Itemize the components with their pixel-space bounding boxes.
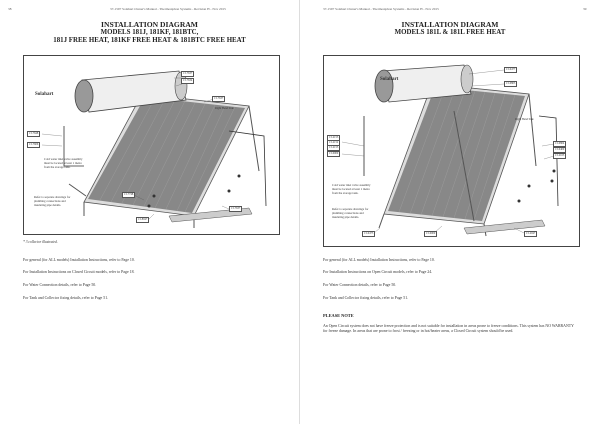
part-label: 13-0477: [506, 68, 516, 71]
please-note-heading: PLEASE NOTE: [323, 313, 354, 318]
page-number: 39: [583, 7, 587, 11]
running-header: 37-1597 Solahart Owner's Manual - Thermosiphon Systems - Revision H - Nov 2015: [110, 7, 226, 11]
tank-end-cap: [75, 80, 93, 112]
brand-logo: Solahart: [35, 92, 54, 97]
part-label: 13-7606: [29, 143, 39, 146]
instruction-line: For Installation Instructions on Closed Circuit models, refer to Page 18.: [23, 270, 135, 274]
page-title: INSTALLATION DIAGRAM: [401, 20, 499, 29]
tank-right-cap: [461, 65, 473, 93]
part-label: 13-0803: [506, 82, 516, 85]
part-label: 13-0475: [364, 232, 374, 235]
instruction-line: For Water Connection details, refer to Page 50.: [23, 283, 97, 287]
installation-diagram: [23, 55, 280, 235]
instruction-line: For Tank and Collector fixing details, refer to Page 51.: [323, 296, 409, 300]
part-label: 13-8047: [138, 218, 148, 221]
page-subtitle: MODELS 181L & 181L FREE HEAT: [394, 29, 506, 36]
part-label: 13-7634: [183, 79, 193, 82]
brand-logo: Solahart: [380, 77, 399, 82]
page-title: INSTALLATION DIAGRAM: [101, 20, 198, 29]
side-label: Right Hand Side: [515, 118, 534, 121]
footnote: * 3 collector illustrated.: [23, 240, 58, 244]
part-label: 13-2163: [555, 154, 565, 157]
refer-note: Refer to separate drawings for plumbing connections and insulating pipe details.: [332, 207, 369, 219]
outlet-pipe: [229, 131, 266, 206]
instruction-line: For general (for ALL models) Installation Instructions, refer to Page 10.: [323, 258, 435, 262]
part-label: 13-0400: [555, 148, 565, 151]
valve-note: Cold water inlet valve assembly must be located at least 1 metre from the storage tank.: [44, 157, 83, 169]
part-label: 13-7637: [231, 207, 241, 210]
part-label: 13-2152: [329, 141, 339, 144]
part-label: 13-0000: [329, 152, 339, 155]
page-number: 38: [8, 7, 12, 11]
part-label: 13-2153: [329, 136, 339, 139]
page-subtitle: MODELS 181J, 181KF, 181BTC,: [100, 29, 199, 36]
please-note-text: An Open Circuit system does not have freeze protection and is not suitable for installation in areas prone to freeze conditions. This system has NO WARRANTY for freeze damage. In areas that are prone to frost / freezing or in hot/heater areas, a Closed Circuit system should be used.: [323, 324, 574, 334]
instruction-line: For Water Connection details, refer to Page 50.: [323, 283, 397, 287]
tank-end-cap: [375, 70, 393, 102]
instruction-line: For Tank and Collector fixing details, refer to Page 51.: [23, 296, 109, 300]
part-label: 13-7648: [29, 132, 39, 135]
side-label: Right Hand Side: [215, 107, 234, 110]
instruction-line: For Installation Instructions on Open Circuit models, refer to Page 24.: [323, 270, 433, 274]
part-label: 13-7637: [214, 97, 224, 100]
part-label: 13-2155: [329, 146, 339, 149]
instruction-line: For general (for ALL models) Installation Instructions, refer to Page 10.: [23, 258, 135, 262]
running-header: 37-1597 Solahart Owner's Manual - Thermosiphon Systems - Revision H - Nov 2015: [323, 7, 439, 11]
part-label: 13-0804: [555, 142, 565, 145]
outlet-pipe: [539, 116, 558, 206]
refer-note: Refer to separate drawings for plumbing connections and insulating pipe details.: [34, 195, 71, 207]
part-label: 13-7748: [124, 193, 134, 196]
part-label: 13-0000: [426, 232, 436, 235]
part-label: 13-7637: [183, 72, 193, 75]
page-subtitle-2: 181J FREE HEAT, 181KF FREE HEAT & 181BTC FREE HEAT: [53, 37, 246, 44]
valve-note: Cold water inlet valve assembly must be located at least 1 metre from the storage tank.: [332, 183, 371, 195]
part-label: 13-2047: [526, 232, 536, 235]
right-page: [300, 0, 600, 424]
installation-diagram: [323, 55, 580, 247]
